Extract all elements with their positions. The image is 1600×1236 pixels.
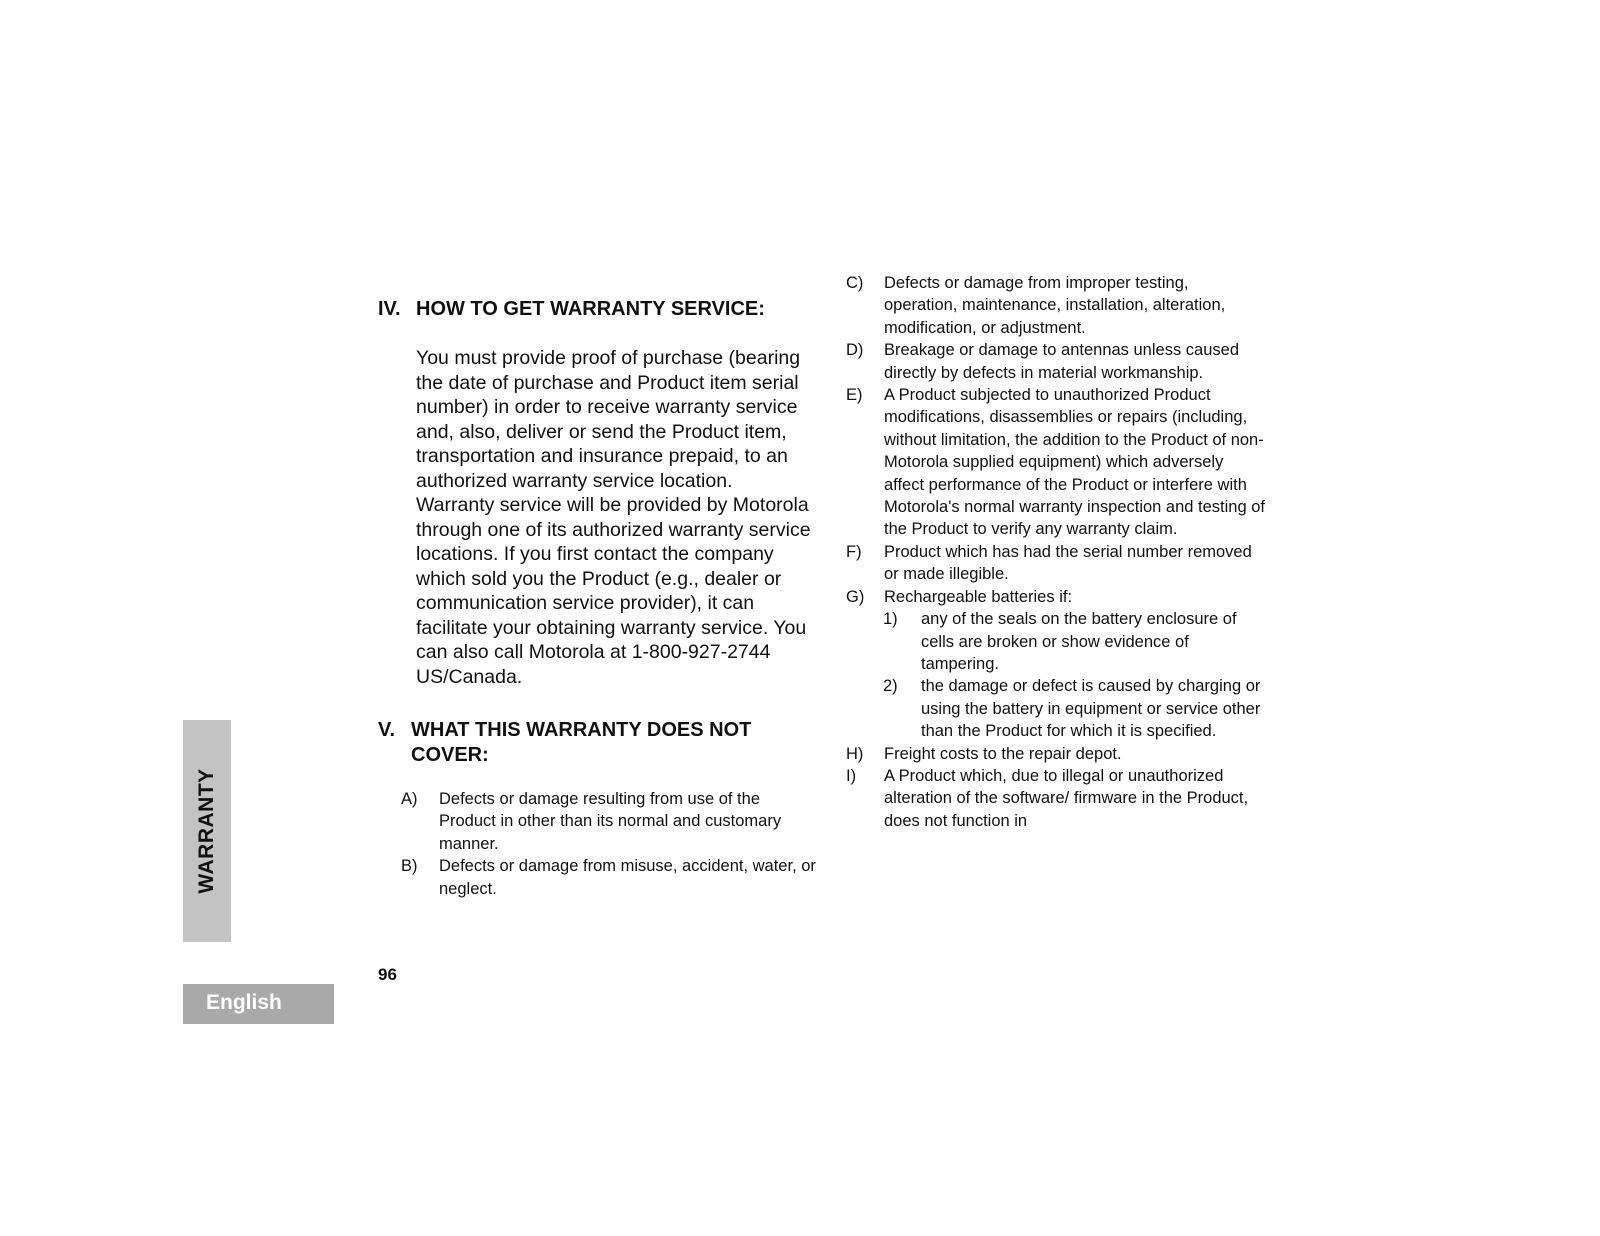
sub-list-item-label: 2): [883, 677, 898, 696]
language-tab: [183, 984, 334, 1024]
list-item-text: Freight costs to the repair depot.: [884, 744, 1122, 763]
list-item-label: I): [846, 766, 857, 785]
section-iv-body: You must provide proof of purchase (bearing the date of purchase and Product item serial number) in order to receive warranty service and, also, deliver or send the Product item, transportation and insurance prepaid, to an authorized warranty service location. Warranty service will be provided by Motorola through one of its authorized warranty service locations. If you first contact the company which sold you the Product (e.g., dealer or communication service provider), it can facilitate your obtaining warranty service. You can also call Motorola at 1-800-927-2744 US/Canada.: [416, 347, 811, 688]
section-v-number: V.: [378, 719, 396, 741]
right-column: [846, 272, 1266, 832]
list-item-label: E): [846, 386, 863, 405]
sub-list-item-text: the damage or defect is caused by charging or using the battery in equipment or service other than the Product for which it is specified.: [921, 677, 1261, 741]
exclusions-list-left: [378, 788, 818, 900]
side-tab-label: WARRANTY: [195, 768, 218, 894]
left-column: [378, 297, 818, 900]
list-item-text: Defects or damage from improper testing, operation, maintenance, installation, alteration, modification, or adjustment.: [884, 274, 1226, 337]
list-item-label: D): [846, 341, 864, 360]
list-item: [846, 743, 1266, 765]
sub-list-item-text: any of the seals on the battery enclosure of cells are broken or show evidence of tampering.: [921, 610, 1237, 673]
side-tab: [183, 720, 231, 942]
list-item: [846, 586, 1266, 608]
list-item: [401, 855, 818, 900]
list-item-text: A Product which, due to illegal or unauthorized alteration of the software/ firmware in the Product, does not function in: [884, 766, 1249, 830]
list-item: [846, 384, 1266, 541]
sub-list-item: [846, 608, 1266, 675]
list-item: [846, 541, 1266, 586]
list-item: [401, 788, 818, 855]
list-item: [846, 339, 1266, 384]
list-item-label: A): [401, 790, 418, 808]
list-item-text: Breakage or damage to antennas unless caused directly by defects in material workmanship.: [884, 341, 1239, 382]
list-item-text: A Product subjected to unauthorized Product modifications, disassemblies or repairs (including, without limitation, the addition to the Product of non-Motorola supplied equipment) which adversely affect performance of the Product or interfere with Motorola's normal warranty inspection and testing of the Product to verify any warranty claim.: [884, 386, 1266, 539]
section-iv-title: HOW TO GET WARRANTY SERVICE:: [416, 298, 765, 320]
list-item: [846, 765, 1266, 832]
language-tab-label: English: [206, 991, 282, 1014]
page-number: 96: [378, 965, 397, 984]
list-item-text: Defects or damage resulting from use of the Product in other than its normal and customary manner.: [439, 790, 782, 853]
list-item-label: G): [846, 587, 865, 606]
list-item-label: H): [846, 744, 864, 763]
list-item-label: F): [846, 542, 862, 561]
list-item-text: Product which has had the serial number removed or made illegible.: [884, 542, 1252, 584]
list-item-label: C): [846, 274, 864, 292]
section-v-title: WHAT THIS WARRANTY DOES NOT COVER:: [411, 719, 752, 766]
sub-list-item-label: 1): [883, 610, 898, 629]
section-iv-heading: [378, 297, 818, 322]
list-item-text: Rechargeable batteries if:: [884, 587, 1073, 606]
list-item: [846, 272, 1266, 339]
list-item-label: B): [401, 857, 418, 876]
section-v-heading: [378, 718, 818, 768]
list-item-text: Defects or damage from misuse, accident, water, or neglect.: [439, 857, 816, 898]
sub-list-item: [846, 675, 1266, 742]
section-iv-number: IV.: [378, 298, 401, 320]
